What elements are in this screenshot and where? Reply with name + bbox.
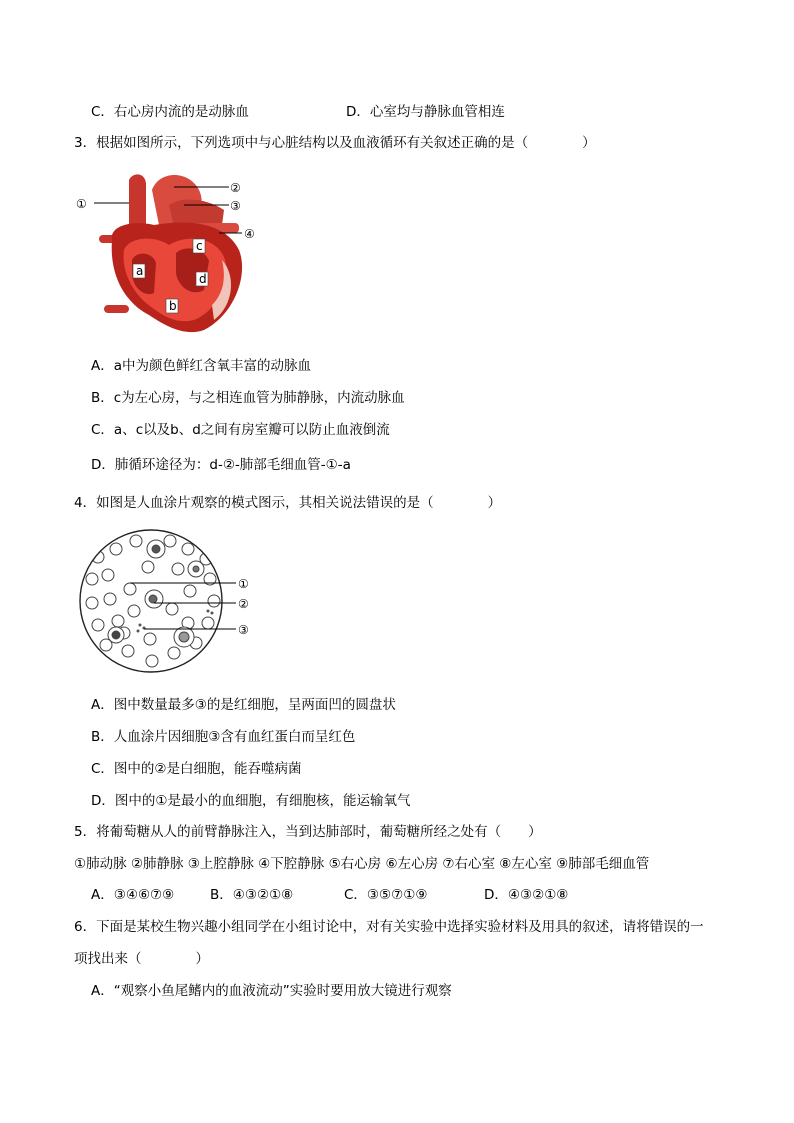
- q3-option-b: B．c为左心房，与之相连血管为肺静脉，内流动脉血: [91, 390, 405, 406]
- q4-stem: 4．如图是人血涂片观察的模式图示，其相关说法错误的是（ ）: [74, 495, 502, 511]
- q2-option-d: D．心室均与静脉血管相连: [346, 104, 505, 120]
- q5-stem: 5．将葡萄糖从人的前臂静脉注入，当到达肺部时，葡萄糖所经之处有（ ）: [74, 824, 542, 840]
- heart-label-d: d: [199, 272, 207, 286]
- q3-stem: 3．根据如图所示，下列选项中与心脏结构以及血液循环有关叙述正确的是（ ）: [74, 135, 596, 151]
- smear-label-1: ①: [238, 577, 249, 591]
- heart-label-1: ①: [76, 197, 87, 211]
- q4-option-d: D．图中的①是最小的血细胞，有细胞核，能运输氧气: [91, 793, 411, 809]
- heart-label-3: ③: [230, 199, 241, 213]
- blood-smear-figure: [78, 527, 258, 675]
- heart-label-4: ④: [244, 227, 255, 241]
- smear-label-2: ②: [238, 597, 249, 611]
- heart-figure: [74, 165, 274, 335]
- q5-option-a: A．③④⑥⑦⑨: [91, 887, 175, 903]
- q5-option-b: B．④③②①⑧: [210, 887, 294, 903]
- heart-label-a: a: [136, 264, 144, 278]
- heart-label-b: b: [169, 299, 177, 313]
- q6-stem-line2: 项找出来（ ）: [74, 951, 209, 967]
- q6-option-a: A．“观察小鱼尾鳍内的血液流动”实验时要用放大镜进行观察: [91, 983, 452, 999]
- q3-option-c: C．a、c以及b、d之间有房室瓣可以防止血液倒流: [91, 422, 390, 438]
- q3-option-d: D．肺循环途径为：d-②-肺部毛细血管-①-a: [91, 457, 351, 473]
- q5-option-d: D．④③②①⑧: [484, 887, 569, 903]
- q4-option-b: B．人血涂片因细胞③含有血红蛋白而呈红色: [91, 729, 356, 745]
- q4-option-c: C．图中的②是白细胞，能吞噬病菌: [91, 761, 302, 777]
- heart-label-2: ②: [230, 181, 241, 195]
- q5-items: ①肺动脉 ②肺静脉 ③上腔静脉 ④下腔静脉 ⑤右心房 ⑥左心房 ⑦右心室 ⑧左心室 ⑨肺部毛细血管: [74, 856, 650, 872]
- q5-option-c: C．③⑤⑦①⑨: [344, 887, 428, 903]
- q6-stem-line1: 6．下面是某校生物兴趣小组同学在小组讨论中，对有关实验中选择实验材料及用具的叙述，请将错误的一: [74, 919, 704, 935]
- heart-label-c: c: [196, 239, 203, 253]
- q2-option-c: C．右心房内流的是动脉血: [91, 104, 249, 120]
- heart-diagram: [74, 165, 274, 335]
- q3-option-a: A．a中为颜色鲜红含氧丰富的动脉血: [91, 358, 312, 374]
- q4-option-a: A．图中数量最多③的是红细胞，呈两面凹的圆盘状: [91, 697, 396, 713]
- blood-smear-diagram: [78, 527, 258, 675]
- smear-label-3: ③: [238, 623, 249, 637]
